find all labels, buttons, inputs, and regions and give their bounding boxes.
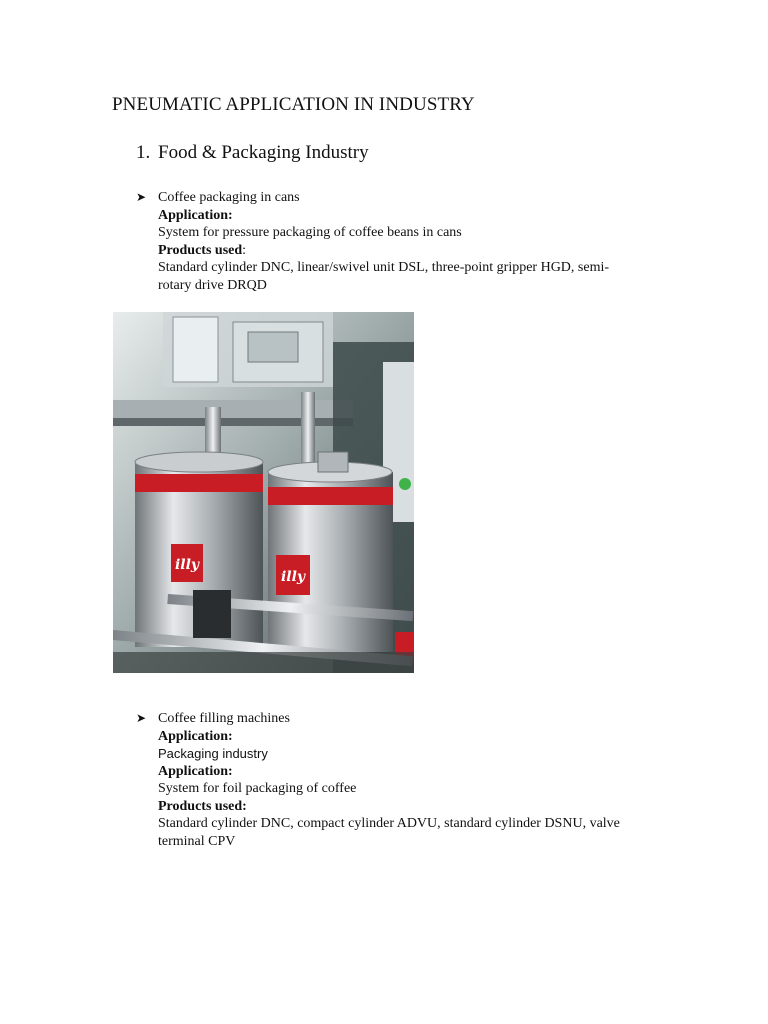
can-logo-left: illy <box>174 557 200 573</box>
application-text: System for pressure packaging of coffee beans in cans <box>158 225 462 240</box>
products-text-1: Standard cylinder DNC, compact cylinder ADVU, standard cylinder DSNU, valve <box>158 816 620 831</box>
application-label: Application: <box>158 728 233 744</box>
products-label-line <box>158 242 658 260</box>
products-colon: : <box>242 242 247 258</box>
arrow-bullet-icon: ➤ <box>136 190 147 204</box>
application-label-second: Application: <box>158 763 233 779</box>
arrow-bullet-icon: ➤ <box>136 711 147 725</box>
item-heading: Coffee filling machines <box>158 711 290 726</box>
application-text-second: System for foil packaging of coffee <box>158 781 357 796</box>
section-title: Food & Packaging Industry <box>158 142 369 163</box>
products-label: Products used: <box>158 798 247 814</box>
products-text-2: terminal CPV <box>158 833 236 849</box>
products-text-2: rotary drive DRQD <box>158 277 267 293</box>
section-number: 1. <box>136 142 151 163</box>
application-text: Packaging industry <box>158 746 268 761</box>
coffee-can-packaging-photo <box>113 312 414 673</box>
application-label: Application: <box>158 207 233 223</box>
item-heading: Coffee packaging in cans <box>158 190 300 205</box>
section-heading <box>136 142 369 164</box>
products-label: Products used <box>158 242 243 258</box>
document-title: PNEUMATIC APPLICATION IN INDUSTRY <box>112 94 475 115</box>
products-text-1: Standard cylinder DNC, linear/swivel unit DSL, three-point gripper HGD, semi- <box>158 260 610 275</box>
can-logo-right: illy <box>280 569 306 585</box>
